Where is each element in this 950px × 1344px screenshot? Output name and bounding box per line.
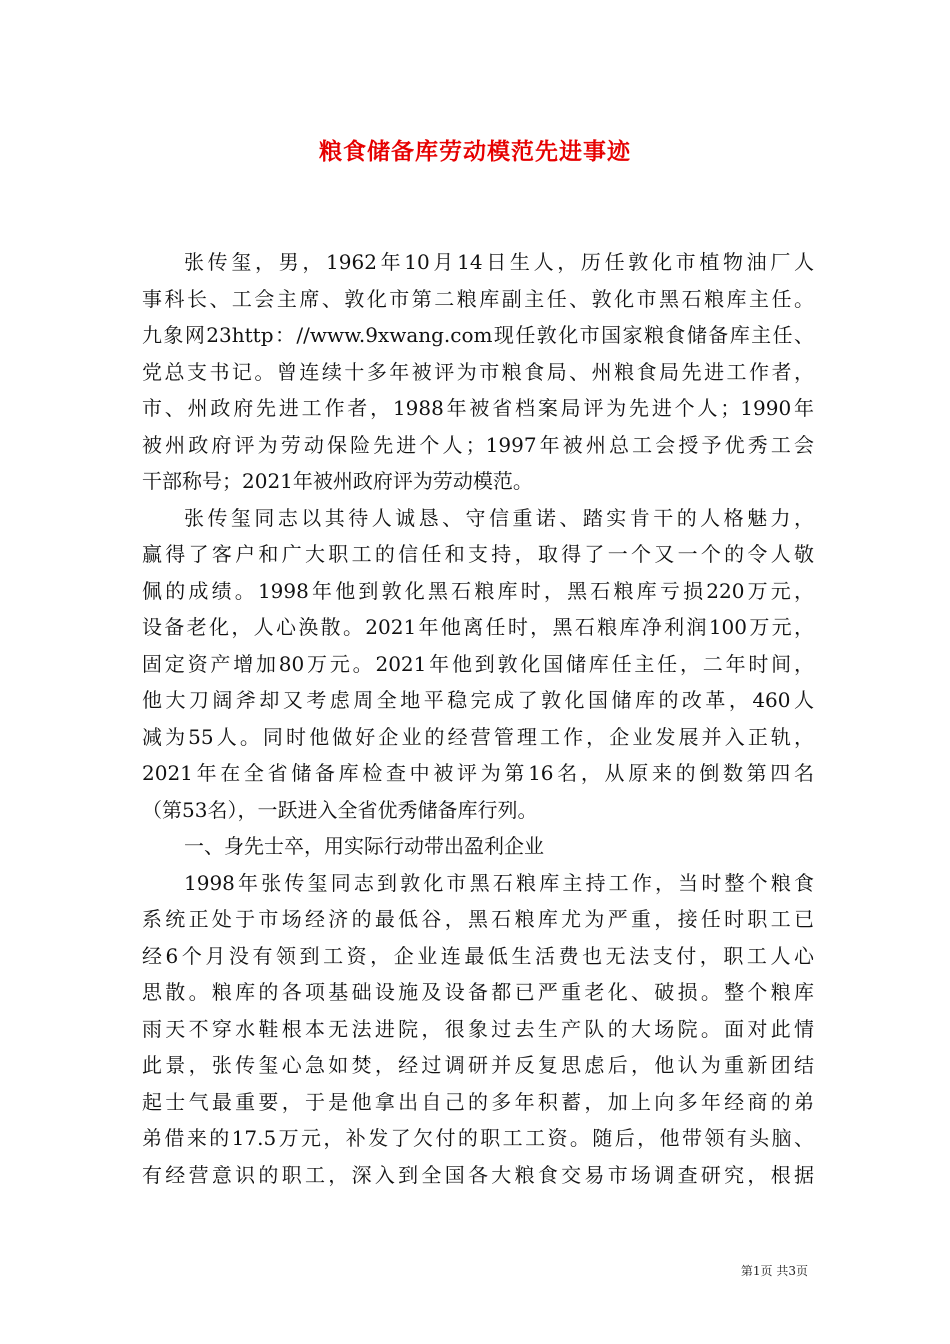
text-line: 起士气最重要，于是他拿出自己的多年积蓄，加上向多年经商的弟 xyxy=(142,1089,814,1114)
text-line: 赢得了客户和广大职工的信任和支持，取得了一个又一个的令人敬 xyxy=(142,542,814,566)
text-line: 弟借来的17.5万元，补发了欠付的职工工资。随后，他带领有头脑、 xyxy=(142,1126,814,1150)
text-line: 此景，张传玺心急如焚，经过调研并反复思虑后，他认为重新团结 xyxy=(142,1053,814,1077)
text-line: 佩的成绩。1998年他到敦化黑石粮库时，黑石粮库亏损220万元， xyxy=(142,578,814,603)
document-body xyxy=(142,244,814,1193)
text-line: 党总支书记。曾连续十多年被评为市粮食局、州粮食局先进工作者， xyxy=(142,359,814,384)
text-line: 系统正处于市场经济的最低谷，黑石粮库尤为严重，接任时职工已 xyxy=(142,907,814,931)
text-line: 被州政府评为劳动保险先进个人；1997年被州总工会授予优秀工会 xyxy=(142,432,814,457)
text-line: 九象网23http：//www.9xwang.com现任敦化市国家粮食储备库主任、 xyxy=(142,323,814,347)
text-line: 雨天不穿水鞋根本无法进院，很象过去生产队的大场院。面对此情 xyxy=(142,1016,814,1041)
text-line: 经6个月没有领到工资，企业连最低生活费也无法支付，职工人心 xyxy=(142,943,814,968)
text-line: （第53名），一跃进入全省优秀储备库行列。 xyxy=(142,797,538,822)
text-line: 2021年在全省储备库检查中被评为第16名，从原来的倒数第四名 xyxy=(142,761,814,785)
text-line: 张传玺同志以其待人诚恳、守信重诺、踏实肯干的人格魅力， xyxy=(184,505,814,530)
text-line: 思散。粮库的各项基础设施及设备都已严重老化、破损。整个粮库 xyxy=(142,980,814,1004)
text-line: 有经营意识的职工，深入到全国各大粮食交易市场调查研究，根据 xyxy=(142,1162,814,1187)
text-line: 他大刀阔斧却又考虑周全地平稳完成了敦化国储库的改革，460人 xyxy=(142,688,814,712)
page-number: 第1页 共3页 xyxy=(740,1264,808,1278)
text-line: 设备老化，人心涣散。2021年他离任时，黑石粮库净利润100万元， xyxy=(142,615,814,639)
document-title: 粮食储备库劳动模范先进事迹 xyxy=(319,139,631,165)
text-line: 一、身先士卒，用实际行动带出盈利企业 xyxy=(184,834,544,858)
text-line: 1998年张传玺同志到敦化市黑石粮库主持工作，当时整个粮食 xyxy=(184,870,814,895)
text-line: 张传玺，男，1962年10月14日生人，历任敦化市植物油厂人 xyxy=(184,250,814,274)
text-line: 固定资产增加80万元。2021年他到敦化国储库任主任，二年时间， xyxy=(142,651,814,676)
text-line: 市、州政府先进工作者，1988年被省档案局评为先进个人；1990年 xyxy=(142,396,814,420)
text-line: 干部称号；2021年被州政府评为劳动模范。 xyxy=(142,469,533,493)
text-line: 减为55人。同时他做好企业的经营管理工作，企业发展并入正轨， xyxy=(142,724,814,749)
text-line: 事科长、工会主席、敦化市第二粮库副主任、敦化市黑石粮库主任。 xyxy=(142,286,814,311)
